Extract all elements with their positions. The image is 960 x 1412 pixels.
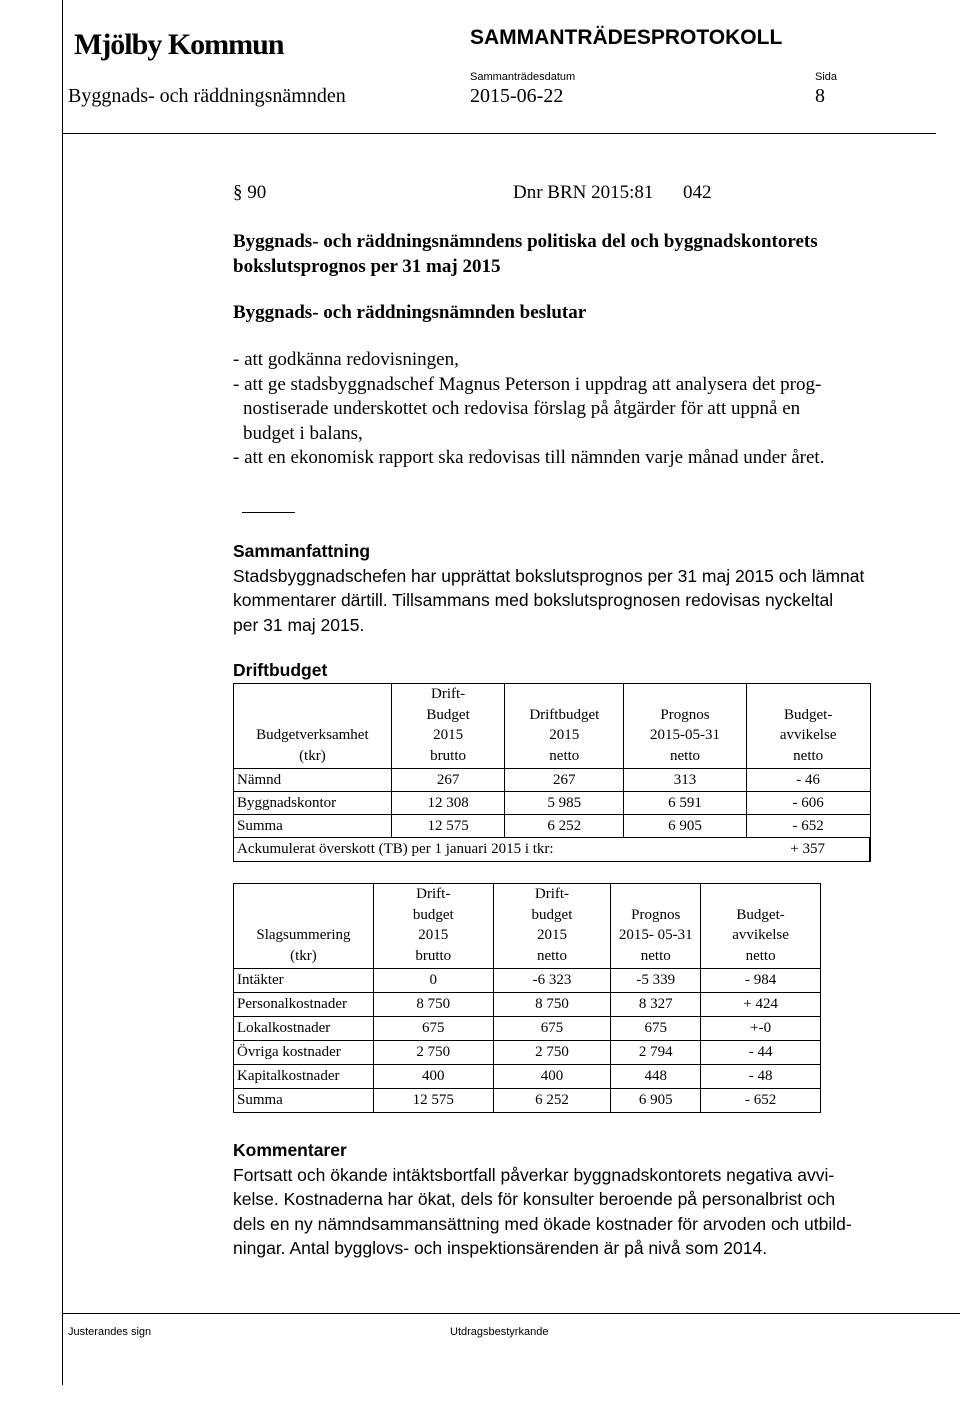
value-cell: 675 <box>373 1017 493 1041</box>
value-cell: 8 750 <box>493 993 611 1017</box>
section-number: § 90 <box>233 182 267 203</box>
summary-text <box>233 564 864 637</box>
value-cell: - 48 <box>701 1065 821 1089</box>
value-cell: - 652 <box>746 815 870 838</box>
footer-rule <box>62 1313 960 1314</box>
value-cell: 400 <box>373 1065 493 1089</box>
row-label: Nämnd <box>234 769 392 792</box>
value-cell: -6 323 <box>493 969 611 993</box>
row-label: Summa <box>234 1089 374 1113</box>
value-cell: 675 <box>611 1017 701 1041</box>
row-label: Byggnadskontor <box>234 792 392 815</box>
value-cell: 6 905 <box>611 1089 701 1113</box>
date-label: Sammanträdesdatum <box>470 71 576 83</box>
value-cell: - 606 <box>746 792 870 815</box>
left-margin-rule <box>62 0 63 1385</box>
value-cell: 6 905 <box>624 815 747 838</box>
document-title: SAMMANTRÄDESPROTOKOLL <box>470 26 783 49</box>
summary-line: per 31 maj 2015. <box>233 614 365 635</box>
value-cell: 12 575 <box>391 815 505 838</box>
row-label: Kapitalkostnader <box>234 1065 374 1089</box>
value-cell: 448 <box>611 1065 701 1089</box>
decision-item: - att godkänna redovisningen, <box>233 349 459 370</box>
value-cell: 313 <box>624 769 747 792</box>
value-cell: 0 <box>373 969 493 993</box>
value-cell: -5 339 <box>611 969 701 993</box>
case-code: 042 <box>683 182 712 203</box>
comments-line: ningar. Antal bygglovs- och inspektionsärenden är på nivå som 2014. <box>233 1237 768 1258</box>
page-label: Sida <box>815 71 838 83</box>
value-cell: + 424 <box>701 993 821 1017</box>
case-title-line: bokslutsprognos per 31 maj 2015 <box>233 255 501 277</box>
row-label: Summa <box>234 815 392 838</box>
value-cell: - 984 <box>701 969 821 993</box>
case-title-line: Byggnads- och räddningsnämndens politiska del och byggnadskontorets <box>233 231 818 252</box>
table-row <box>234 1089 821 1113</box>
value-cell: 5 985 <box>505 792 624 815</box>
table-row <box>234 1017 821 1041</box>
decision-item-continued: budget i balans, <box>243 422 363 444</box>
header-cell: Prognos 2015-05-31 netto <box>624 684 747 769</box>
accumulated-surplus-label: Ackumulerat överskott (TB) per 1 januari 2015 i tkr: <box>234 838 747 862</box>
value-cell: 12 308 <box>391 792 505 815</box>
separator-line <box>242 512 295 513</box>
signature-label: Justerandes sign <box>68 1326 152 1338</box>
table-row <box>234 769 871 792</box>
value-cell: 6 252 <box>493 1089 611 1113</box>
driftbudget-table <box>233 683 871 862</box>
extract-label: Utdragsbestyrkande <box>450 1326 549 1338</box>
summary-heading: Sammanfattning <box>233 541 371 561</box>
value-cell: 2 794 <box>611 1041 701 1065</box>
header-cell: Budgetverksamhet (tkr) <box>234 684 392 769</box>
value-cell: 8 750 <box>373 993 493 1017</box>
value-cell: 267 <box>505 769 624 792</box>
value-cell: +-0 <box>701 1017 821 1041</box>
header-cell: Prognos 2015- 05-31 netto <box>611 884 701 969</box>
header-cell: Budget- avvikelse netto <box>746 684 870 769</box>
value-cell: 6 591 <box>624 792 747 815</box>
summary-line: kommentarer därtill. Tillsammans med bokslutsprognosen redovisas nyckeltal <box>233 590 834 611</box>
decision-item: - att en ekonomisk rapport ska redovisas till nämnden varje månad under året. <box>233 447 825 468</box>
row-label: Övriga kostnader <box>234 1041 374 1065</box>
table-row <box>234 792 871 815</box>
table-row <box>234 969 821 993</box>
value-cell: 267 <box>391 769 505 792</box>
value-cell: - 46 <box>746 769 870 792</box>
case-title <box>233 230 818 279</box>
table-header-row <box>234 884 821 969</box>
table-row <box>234 993 821 1017</box>
value-cell: 2 750 <box>373 1041 493 1065</box>
header-cell: Slagsummering (tkr) <box>234 884 374 969</box>
table-row <box>234 1041 821 1065</box>
driftbudget-heading: Driftbudget <box>233 660 328 680</box>
comments-text <box>233 1163 852 1260</box>
header-cell: Drift- budget 2015 netto <box>493 884 611 969</box>
organization-name: Mjölby Kommun <box>74 28 284 61</box>
slagsummering-table <box>233 883 821 1113</box>
summary-line: Stadsbyggnadschefen har upprättat bokslutsprognos per 31 maj 2015 och lämnat <box>233 566 865 586</box>
header-cell: Drift- Budget 2015 brutto <box>391 684 505 769</box>
header-rule <box>62 133 936 134</box>
decision-item-continued: nostiserade underskottet och redovisa förslag på åtgärder för att uppnå en <box>243 398 801 419</box>
row-label: Lokalkostnader <box>234 1017 374 1041</box>
value-cell: 12 575 <box>373 1089 493 1113</box>
dnr-reference: Dnr BRN 2015:81 <box>513 182 654 203</box>
accumulated-surplus-value: + 357 <box>746 838 870 862</box>
decision-list <box>233 348 824 471</box>
value-cell: 400 <box>493 1065 611 1089</box>
meeting-date: 2015-06-22 <box>470 85 564 107</box>
value-cell: 6 252 <box>505 815 624 838</box>
comments-line: dels en ny nämndsammansättning med ökade kostnader för arvoden och utbild- <box>233 1213 852 1234</box>
board-name: Byggnads- och räddningsnämnden <box>68 85 346 107</box>
table-header-row <box>234 684 871 769</box>
table-row <box>234 815 871 838</box>
value-cell: 8 327 <box>611 993 701 1017</box>
row-label: Personalkostnader <box>234 993 374 1017</box>
value-cell: 2 750 <box>493 1041 611 1065</box>
comments-line: kelse. Kostnaderna har ökat, dels för konsulter beroende på personalbrist och <box>233 1189 836 1210</box>
header-cell: Driftbudget 2015 netto <box>505 684 624 769</box>
header-cell: Budget- avvikelse netto <box>701 884 821 969</box>
table-row <box>234 1065 821 1089</box>
header-cell: Drift- budget 2015 brutto <box>373 884 493 969</box>
accumulated-surplus-row <box>234 838 871 862</box>
comments-line: Fortsatt och ökande intäktsbortfall påverkar byggnadskontorets negativa avvi- <box>233 1165 835 1185</box>
value-cell: 675 <box>493 1017 611 1041</box>
value-cell: - 44 <box>701 1041 821 1065</box>
comments-heading: Kommentarer <box>233 1140 347 1160</box>
row-label: Intäkter <box>234 969 374 993</box>
page-number: 8 <box>815 85 825 107</box>
decision-item: - att ge stadsbyggnadschef Magnus Peterson i uppdrag att analysera det prog- <box>233 373 822 395</box>
decision-heading: Byggnads- och räddningsnämnden beslutar <box>233 302 587 323</box>
value-cell: - 652 <box>701 1089 821 1113</box>
